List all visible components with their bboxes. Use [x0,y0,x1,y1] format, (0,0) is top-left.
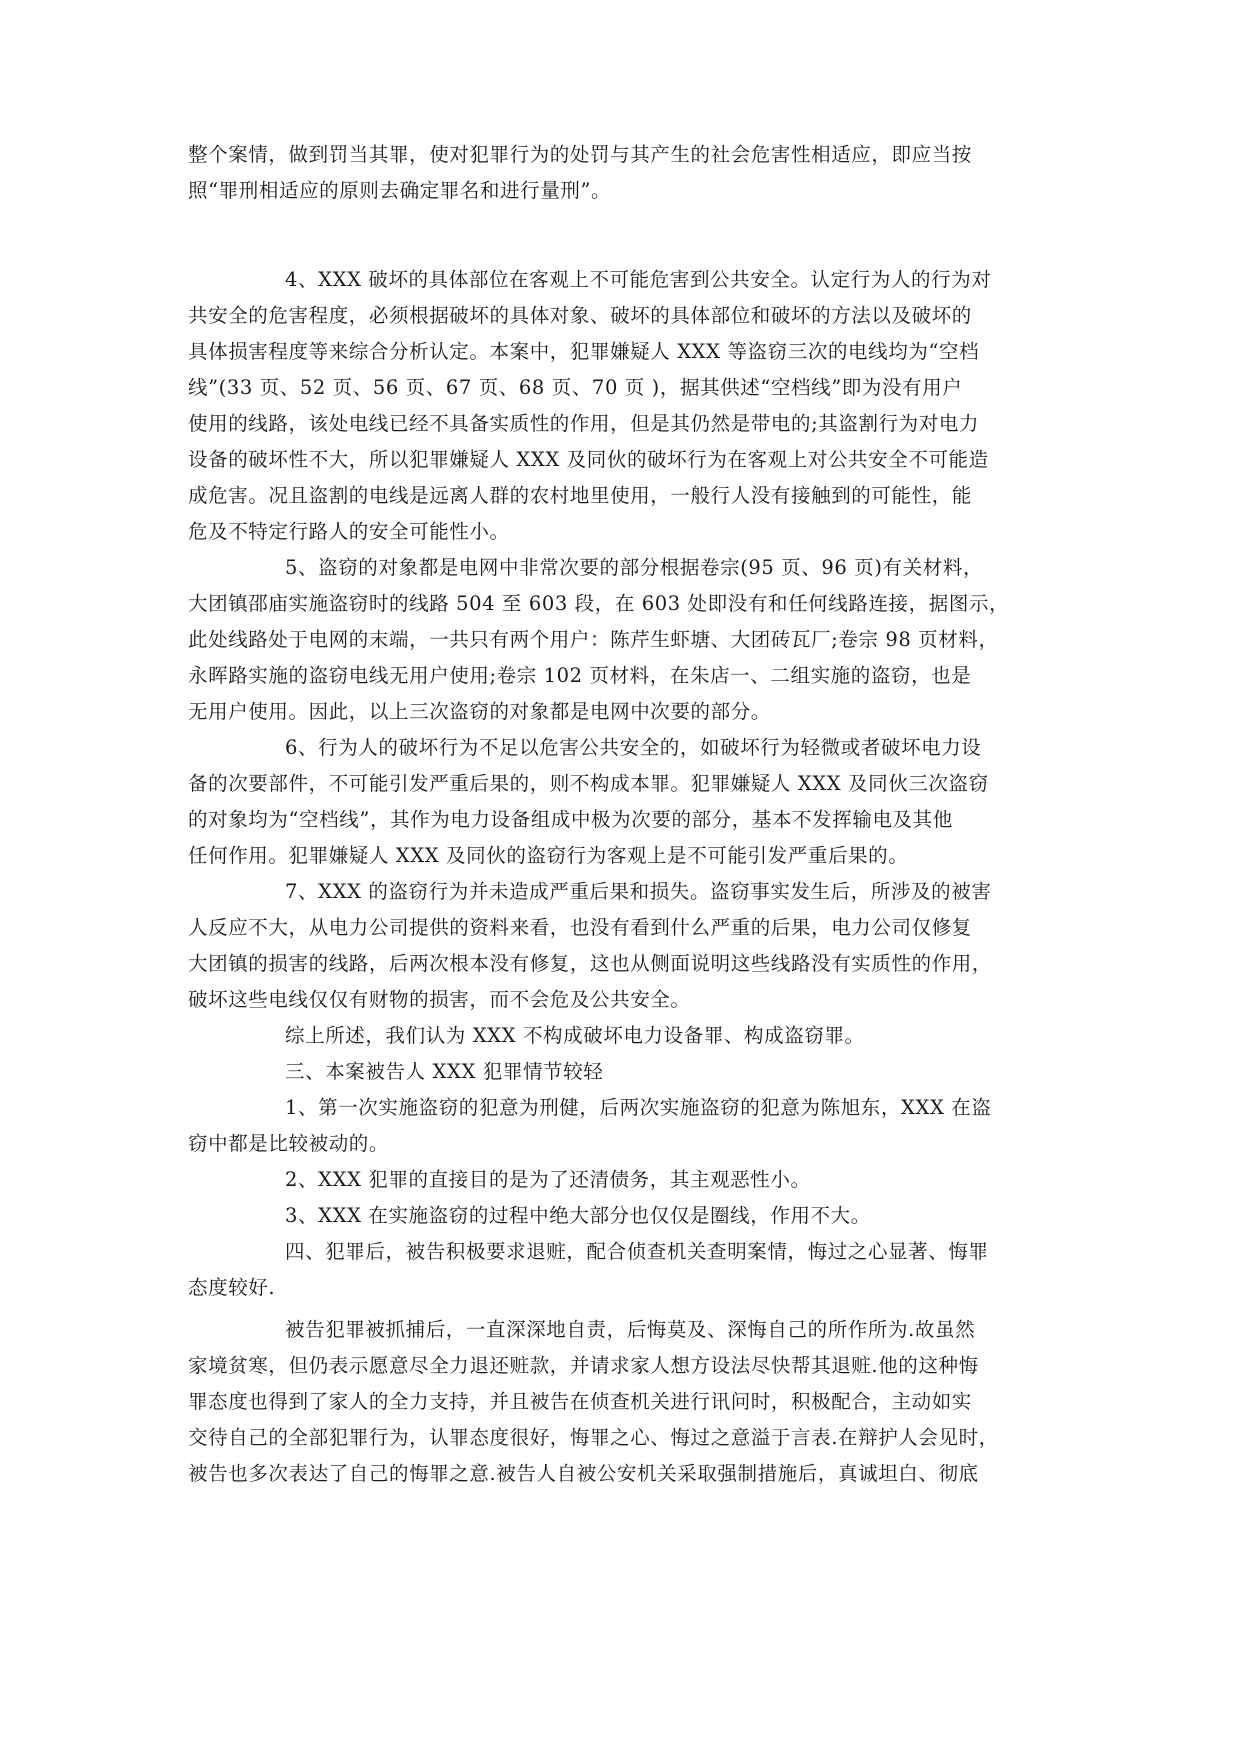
text-line: 罪态度也得到了家人的全力支持，并且被告在侦查机关进行讯问时，积极配合，主动如实 [188,1390,972,1413]
text-line: 窃中都是比较被动的。 [188,1132,390,1155]
text-line: 2、XXX 犯罪的直接目的是为了还清债务，其主观恶性小。 [285,1168,811,1191]
text-line: 态度较好. [188,1276,276,1299]
text-line: 人反应不大，从电力公司提供的资料来看，也没有看到什么严重的后果，电力公司仅修复 [188,916,972,939]
text-line: 综上所述，我们认为 XXX 不构成破坏电力设备罪、构成盗窃罪。 [285,1024,865,1047]
text-line: 具体损害程度等来综合分析认定。本案中，犯罪嫌疑人 XXX 等盗窃三次的电线均为“空档 [188,340,980,363]
text-line: 的对象均为“空档线”，其作为电力设备组成中极为次要的部分，基本不发挥输电及其他 [188,808,953,831]
text-line: 破坏这些电线仅仅有财物的损害，而不会危及公共安全。 [188,988,691,1011]
text-line: 交待自己的全部犯罪行为，认罪态度很好，悔罪之心、悔过之意溢于言表.在辩护人会见时， [188,1426,999,1449]
text-line: 永晖路实施的盗窃电线无用户使用;卷宗 102 页材料，在朱店一、二组实施的盗窃，也是 [188,664,972,687]
text-line: 此处线路处于电网的末端，一共只有两个用户：陈芹生虾塘、大团砖瓦厂;卷宗 98 页材料， [188,628,999,651]
text-line: 设备的破坏性不大，所以犯罪嫌疑人 XXX 及同伙的破坏行为在客观上对公共安全不可能造 [188,448,989,471]
section-heading: 四、犯罪后，被告积极要求退赃，配合侦查机关查明案情，悔过之心显著、悔罪 [285,1240,989,1263]
text-line: 线”(33 页、52 页、56 页、67 页、68 页、70 页 )，据其供述“空档线”即为没有用户 [188,376,963,399]
text-line: 共安全的危害程度，必须根据破坏的具体对象、破坏的具体部位和破坏的方法以及破坏的 [188,304,972,327]
text-line: 5、盗窃的对象都是电网中非常次要的部分根据卷宗(95 页、96 页)有关材料， [285,556,984,579]
text-line: 无用户使用。因此，以上三次盗窃的对象都是电网中次要的部分。 [188,700,771,723]
text-line: 1、第一次实施盗窃的犯意为刑健，后两次实施盗窃的犯意为陈旭东，XXX 在盗 [285,1096,992,1119]
text-line: 3、XXX 在实施盗窃的过程中绝大部分也仅仅是圈线，作用不大。 [285,1204,871,1227]
text-line: 备的次要部件，不可能引发严重后果的，则不构成本罪。犯罪嫌疑人 XXX 及同伙三次盗窃 [188,772,989,795]
text-line: 家境贫寒，但仍表示愿意尽全力退还赃款，并请求家人想方设法尽快帮其退赃.他的这种悔 [188,1354,979,1377]
text-line: 被告犯罪被抓捕后，一直深深地自责，后悔莫及、深悔自己的所作所为.故虽然 [285,1318,976,1341]
text-line: 4、XXX 破坏的具体部位在客观上不可能危害到公共安全。认定行为人的行为对 [285,268,992,291]
text-line: 6、行为人的破坏行为不足以危害公共安全的，如破坏行为轻微或者破坏电力设 [285,736,982,759]
text-line: 照“罪刑相适应的原则去确定罪名和进行量刑”。 [188,179,612,202]
text-line: 7、XXX 的盗窃行为并未造成严重后果和损失。盗窃事实发生后，所涉及的被害 [285,880,992,903]
text-line: 大团镇的损害的线路，后两次根本没有修复，这也从侧面说明这些线路没有实质性的作用， [188,952,993,975]
text-line: 危及不特定行路人的安全可能性小。 [188,520,510,543]
text-line: 任何作用。犯罪嫌疑人 XXX 及同伙的盗窃行为客观上是不可能引发严重后果的。 [188,844,909,867]
text-line: 整个案情，做到罚当其罪，使对犯罪行为的处罚与其产生的社会危害性相适应，即应当按 [188,143,972,166]
text-line: 被告也多次表达了自己的悔罪之意.被告人自被公安机关采取强制措施后，真诚坦白、彻底 [188,1462,979,1485]
text-line: 使用的线路，该处电线已经不具备实质性的作用，但是其仍然是带电的;其盗割行为对电力 [188,412,980,435]
text-line: 大团镇邵庙实施盗窃时的线路 504 至 603 段，在 603 处即没有和任何线路连接，据图示， [188,592,1010,615]
text-line: 成危害。况且盗割的电线是远离人群的农村地里使用，一般行人没有接触到的可能性，能 [188,484,972,507]
section-heading: 三、本案被告人 XXX 犯罪情节较轻 [285,1060,604,1083]
